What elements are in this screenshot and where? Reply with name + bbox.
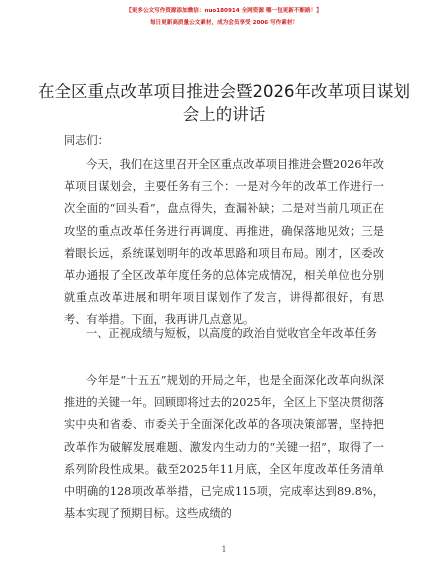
paragraph-intro: 今天，我们在这里召开全区重点改革项目推进会暨2026年改革项目谋划会，主要任务有三个：一是对今年的改革工作进行一次全面的“回头看”，盘点得失，查漏补缺；二是对当前几项正在攻坚的重点改革任务进行再调度、再推进，确保落地见效；三是着眼长远，系统谋划明年的改革思路和项目布局。刚才，区委改革办通报了全区改革年度任务的总体完成情况，相关单位也分别就重点改革进展和明年项目谋划作了发言，讲得都很好，有思考、有举措。下面，我再讲几点意见。 — [64, 158, 384, 327]
page-number: 1 — [221, 545, 227, 554]
promo-banner-line-2: 每日更新高质量公文素材，成为会员享受 2006 写作素材！ — [149, 20, 299, 26]
paragraph-section-1: 今年是“十五五”规划的开局之年，也是全面深化改革向纵深推进的关键一年。回顾即将过去的2025年，全区上下坚决贯彻落实中央和省委、市委关于全面深化改革的各项决策部署，坚持把改革作为破解发展难题、激发内生动力的“关键一招”，取得了一系列阶段性成果。截至2025年11月底，全区年度改革任务清单中明确的128项改革举措，已完成115项，完成率达到89.8%，基本实现了预期目标。这些成绩的 — [64, 374, 384, 521]
salutation: 同志们： — [64, 134, 109, 147]
section-heading-1: 一、正视成绩与短板，以高度的政治自觉收官全年改革任务 — [86, 327, 377, 340]
document-title: 在全区重点改革项目推进会暨2026年改革项目谋划会上的讲话 — [38, 82, 410, 124]
promo-banner-line-1: 【更多公文写作资源添加微信：nuo180914 全网资源 哪一包更新不断路！】 — [126, 8, 322, 14]
